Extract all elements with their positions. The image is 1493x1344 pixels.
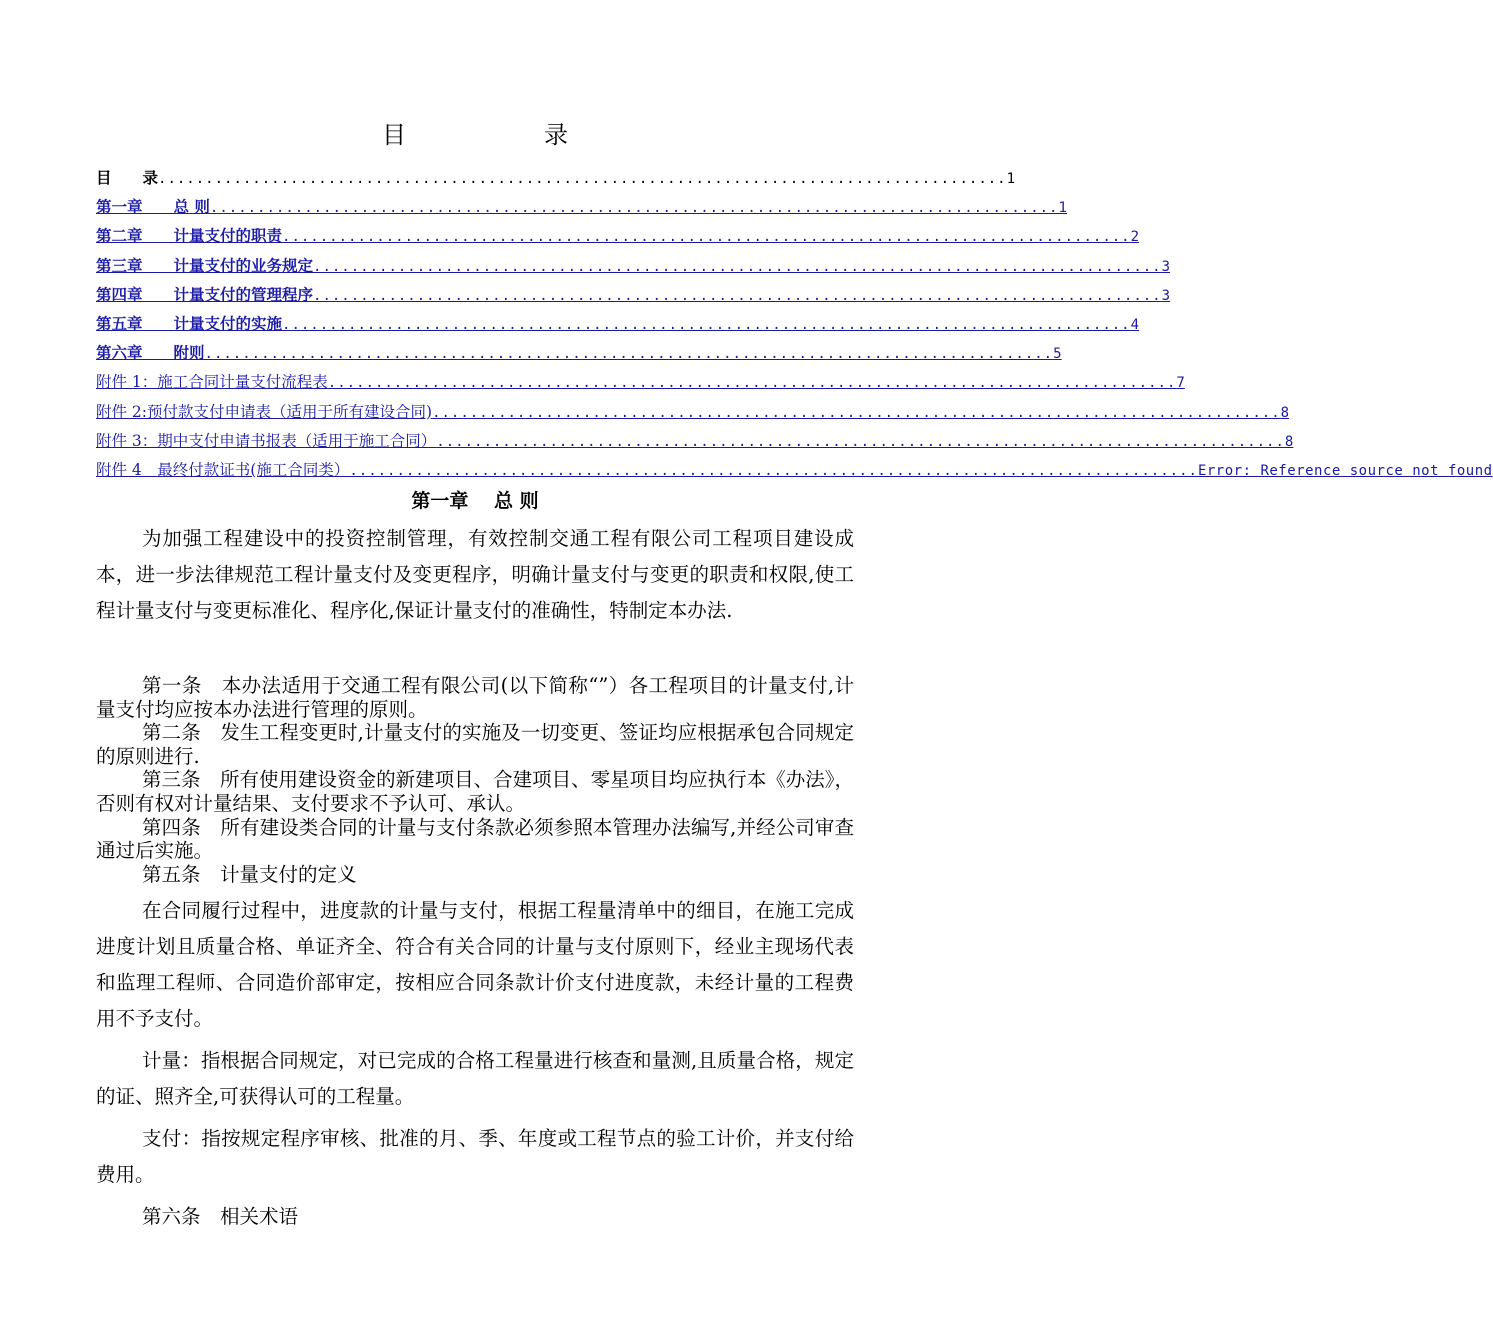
body-definitions <box>96 893 854 1235</box>
toc-leader-dots: .......................................................................................... <box>432 404 1281 421</box>
paragraph-article-4: 第四条 所有建设类合同的计量与支付条款必须参照本管理办法编写,并经公司审查通过后实施。 <box>96 815 854 863</box>
paragraph-article-5: 第五条 计量支付的定义 <box>142 862 357 886</box>
paragraph-article-1: 第一条 本办法适用于交通工程有限公司(以下简称“”）各工程项目的计量支付,计量支付均应按本办法进行管理的原则。 <box>96 674 854 721</box>
chapter-heading: 第一章 总 则 <box>411 490 539 512</box>
body-articles <box>96 674 854 886</box>
toc-leader-dots: .......................................................................................... <box>209 200 1059 217</box>
toc-entry-appendix-3[interactable]: 附件 3：期中支付申请书报表（适用于施工合同） .......................................................................................... 8 <box>96 431 1294 450</box>
paragraph-measurement: 计量：指根据合同规定，对已完成的合格工程量进行核查和量测,且质量合格，规定的证、照齐全,可获得认可的工程量。 <box>96 1049 854 1108</box>
toc-entry-appendix-1[interactable]: 附件 1：施工合同计量支付流程表 .......................................................................................... 7 <box>96 373 1185 392</box>
toc-entry-chapter-2[interactable]: 第二章 计量支付的职责 .......................................................................................... 2 <box>96 226 1140 246</box>
toc-leader-dots: .......................................................................................... <box>327 375 1177 392</box>
toc-leader-dots: .......................................................................................... <box>282 229 1131 246</box>
toc-entry-chapter-6[interactable]: 第六章 附则 .......................................................................................... 5 <box>96 343 1062 363</box>
toc-leader-dots: .......................................................................................... <box>349 462 1198 479</box>
paragraph-intro: 为加强工程建设中的投资控制管理，有效控制交通工程有限公司工程项目建设成本，进一步法律规范工程计量支付及变更程序，明确计量支付与变更的职责和权限,使工程计量支付与变更标准化、程序化,保证计量支付的准确性，特制定本办法. <box>96 527 854 622</box>
toc-entry-chapter-1[interactable]: 第一章 总 则 .......................................................................................... 1 <box>96 197 1067 217</box>
paragraph-article-2: 第二条 发生工程变更时,计量支付的实施及一切变更、签证均应根据承包合同规定的原则进行. <box>96 721 854 768</box>
paragraph-payment: 支付：指按规定程序审核、批准的月、季、年度或工程节点的验工计价，并支付给费用。 <box>96 1127 854 1186</box>
toc-entry-contents[interactable]: 目 录 .......................................................................................... 1 <box>96 168 1016 187</box>
toc-leader-dots: .......................................................................................... <box>313 287 1162 304</box>
paragraph-article-3: 第三条 所有使用建设资金的新建项目、合建项目、零星项目均应执行本《办法》，否则有权对计量结果、支付要求不予认可、承认。 <box>96 768 854 815</box>
toc-leader-dots: .......................................................................................... <box>313 258 1162 275</box>
paragraph-article-5-body: 在合同履行过程中，进度款的计量与支付，根据工程量清单中的细目，在施工完成进度计划且质量合格、单证齐全、符合有关合同的计量与支付原则下，经业主现场代表和监理工程师、合同造价部审定，按相应合同条款计价支付进度款，未经计量的工程费用不予支付。 <box>96 899 854 1030</box>
table-of-contents <box>96 166 1493 487</box>
toc-entry-appendix-2[interactable]: 附件 2:预付款支付申请表（适用于所有建设合同) .......................................................................................... 8 <box>96 402 1290 421</box>
toc-entry-chapter-4[interactable]: 第四章 计量支付的管理程序 .......................................................................................... 3 <box>96 284 1171 304</box>
toc-leader-dots: .......................................................................................... <box>282 316 1131 333</box>
toc-heading: 目 录 <box>382 121 598 149</box>
toc-leader-dots: .......................................................................................... <box>204 346 1054 363</box>
toc-entry-appendix-4[interactable]: 附件 4 最终付款证书(施工合同类） .......................................................................................... Error: Reference source not found <box>96 460 1493 479</box>
paragraph-article-6: 第六条 相关术语 <box>142 1205 299 1228</box>
toc-leader-dots: .......................................................................................... <box>436 433 1285 450</box>
toc-entry-chapter-5[interactable]: 第五章 计量支付的实施 .......................................................................................... 4 <box>96 313 1140 333</box>
body-intro <box>96 521 854 629</box>
toc-leader-dots: .......................................................................................... <box>158 171 1007 187</box>
toc-entry-chapter-3[interactable]: 第三章 计量支付的业务规定 .......................................................................................... 3 <box>96 255 1171 275</box>
